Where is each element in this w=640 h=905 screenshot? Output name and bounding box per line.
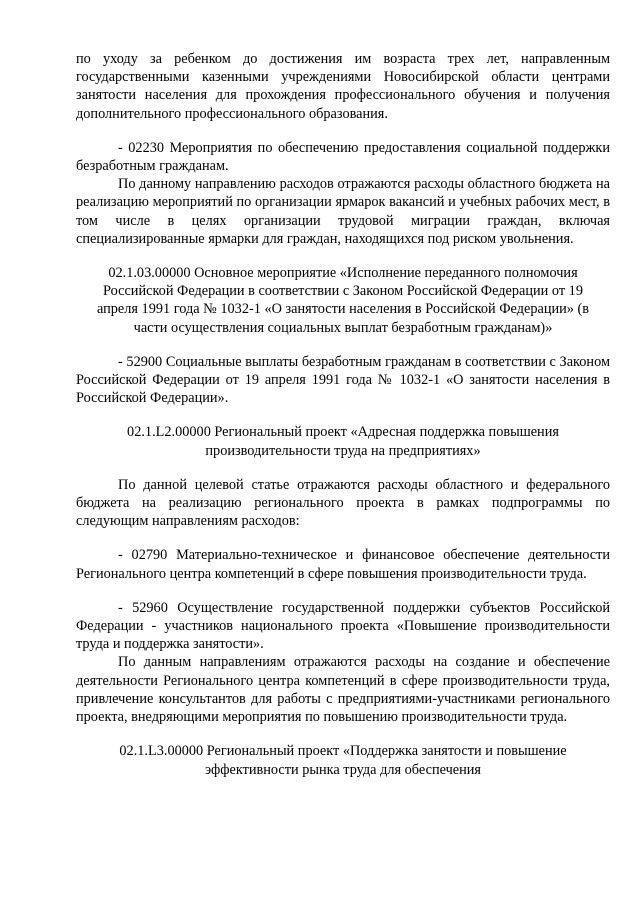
paragraph-02790: - 02790 Материально-техническое и финансовое обеспечение деятельности Регионального центра компетенций в сфере повышения производительности труда. <box>76 547 610 582</box>
paragraph-52960: - 52960 Осуществление государственной поддержки субъектов Российской Федерации - участников национального проекта «Повышение производительности труда и поддержка занятости». <box>76 599 610 653</box>
paragraph-continuation: по уходу за ребенком до достижения им возраста трех лет, направленным государственными казенными учреждениями Новосибирской области центрами занятости населения для прохождения профессионального обучения и получения дополнительного профессионального образования. <box>76 51 610 122</box>
paragraph-52900: - 52900 Социальные выплаты безработным гражданам в соответствии с Законом Российской Федерации от 19 апреля 1991 года № 1032-1 «О занятости населения в Российской Федерации». <box>76 353 610 407</box>
paragraph-52960-desc: По данным направлениям отражаются расходы на создание и обеспечение деятельности Регионального центра компетенций в сфере производительности труда, привлечение консультантов для работы с предприятиями-участниками регионального проекта, внедряющими мероприятия по повышению производительности труда. <box>76 654 610 726</box>
heading-02-1-03: 02.1.03.00000 Основное мероприятие «Исполнение переданного полномочия Российской Федерации в соответствии с Законом Российской Федерации от 19 апреля 1991 года № 1032-1 «О занятости населения в Российской Федерации» (в части осуществления социальных выплат безработным гражданам)» <box>96 265 590 336</box>
paragraph-02230: - 02230 Мероприятия по обеспечению предоставления социальной поддержки безработным гражданам. <box>76 139 610 175</box>
document-page <box>76 50 610 779</box>
heading-02-1-L2: 02.1.L2.00000 Региональный проект «Адресная поддержка повышения производительности труда на предприятиях» <box>127 424 559 459</box>
heading-02-1-L3: 02.1.L3.00000 Региональный проект «Поддержка занятости и повышение эффективности рынка труда для обеспечения <box>119 743 567 778</box>
paragraph-l2-intro: По данной целевой статье отражаются расходы областного и федерального бюджета на реализацию регионального проекта в рамках подпрограммы по следующим направлениям расходов: <box>76 476 610 530</box>
paragraph-02230-desc: По данному направлению расходов отражаются расходы областного бюджета на реализацию мероприятий по организации ярмарок вакансий и учебных рабочих мест, в том числе в целях организации трудовой миграции граждан, включая специализированные ярмарки для граждан, находящихся под риском увольнения. <box>76 176 610 247</box>
